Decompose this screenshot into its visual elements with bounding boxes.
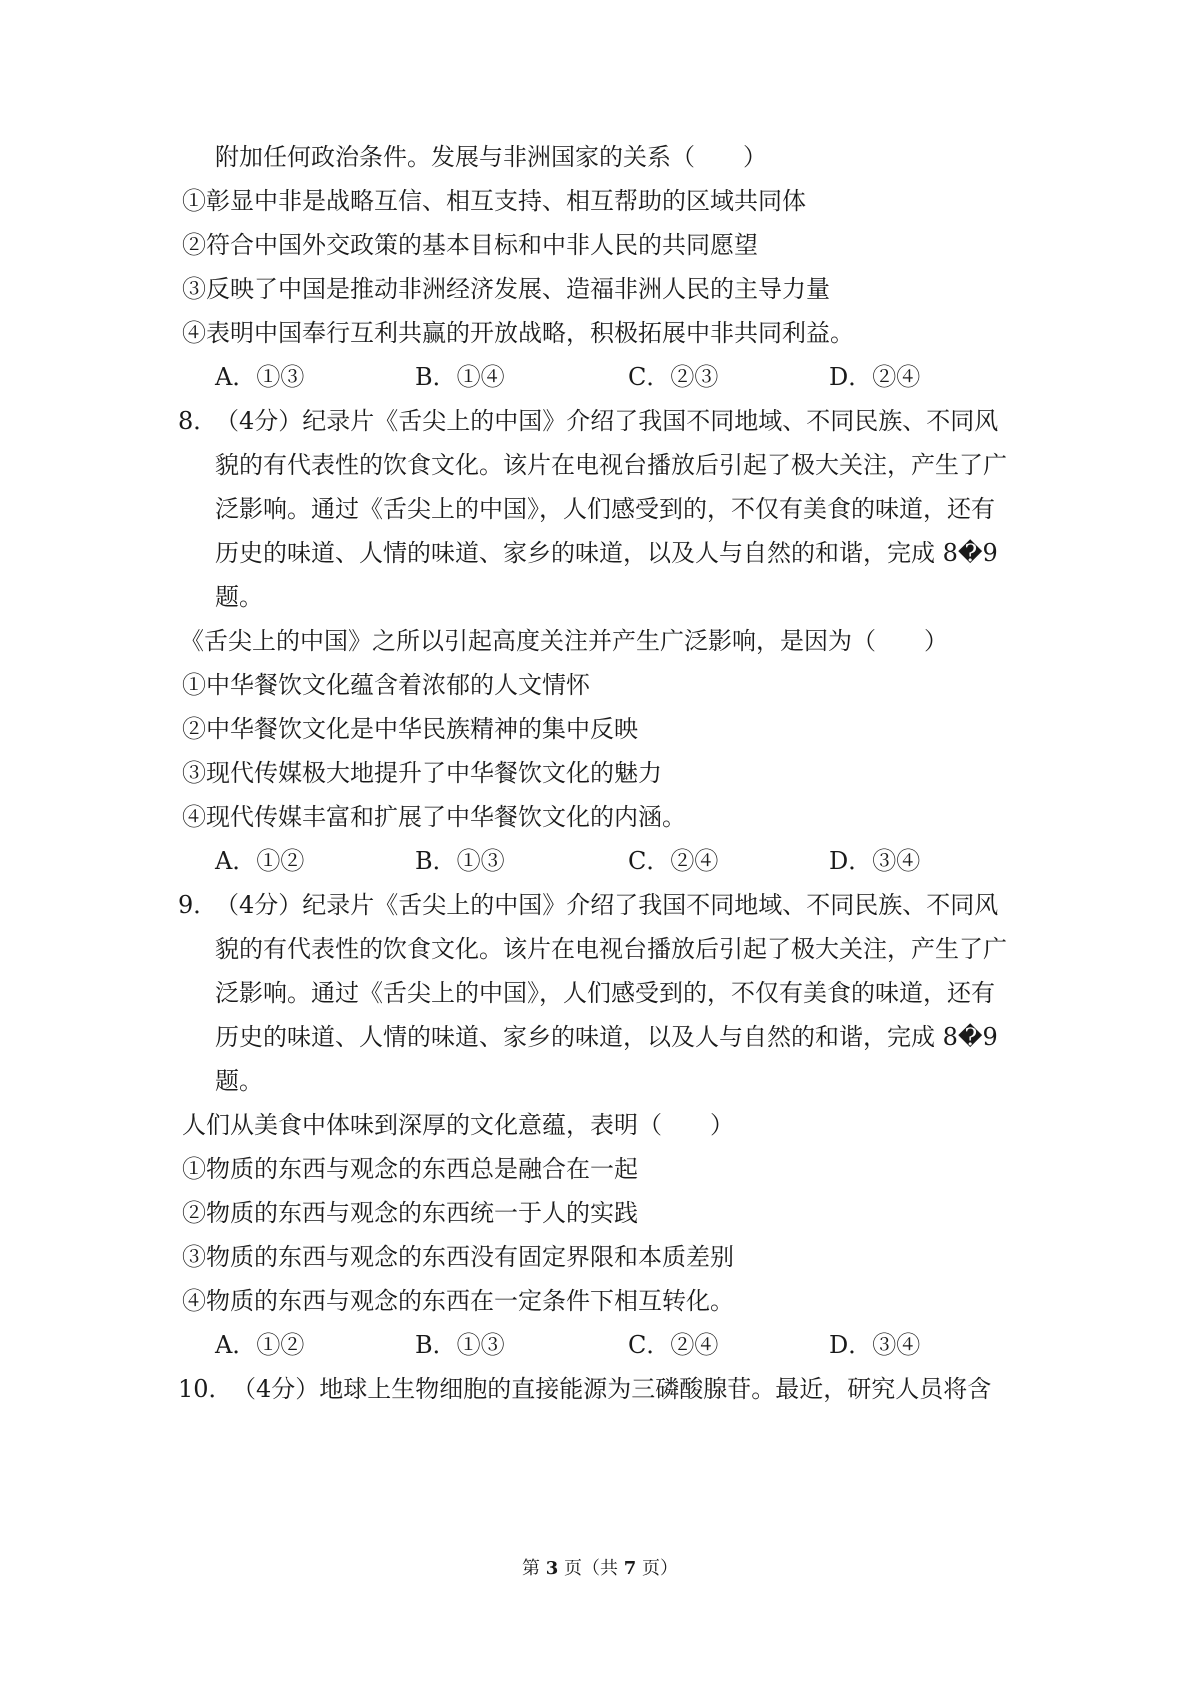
q9-option-a: A．①②	[215, 1331, 305, 1359]
q8-item-2: ②中华餐饮文化是中华民族精神的集中反映	[182, 715, 638, 743]
q8-option-c: C．②④	[628, 847, 719, 875]
footer-page-number: 3	[545, 1558, 559, 1579]
q9-option-b: B．①③	[415, 1331, 505, 1359]
q9-item-3: ③物质的东西与观念的东西没有固定界限和本质差别	[182, 1243, 734, 1271]
q7-item-2: ②符合中国外交政策的基本目标和中非人民的共同愿望	[182, 231, 758, 259]
q9-options	[215, 1330, 975, 1360]
q8-stem-line-5: 题。	[215, 583, 263, 611]
q9-item-1: ①物质的东西与观念的东西总是融合在一起	[182, 1155, 638, 1183]
q7-option-d: D．②④	[829, 363, 921, 391]
q9-item-2: ②物质的东西与观念的东西统一于人的实践	[182, 1199, 638, 1227]
q8-option-d: D．③④	[829, 847, 921, 875]
footer-suffix: 页）	[642, 1558, 678, 1579]
q8-stem-line-2: 貌的有代表性的饮食文化。该片在电视台播放后引起了极大关注，产生了广	[215, 451, 1007, 479]
q7-item-1: ①彰显中非是战略互信、相互支持、相互帮助的区域共同体	[182, 187, 806, 215]
q9-stem-line-1: （4分）纪录片《舌尖上的中国》介绍了我国不同地域、不同民族、不同风	[215, 891, 999, 919]
q8-question: 《舌尖上的中国》之所以引起高度关注并产生广泛影响，是因为（ ）	[180, 627, 948, 655]
footer-middle: 页（共	[564, 1558, 618, 1579]
q8-number: 8．	[178, 407, 218, 435]
q8-stem-line-3: 泛影响。通过《舌尖上的中国》，人们感受到的，不仅有美食的味道，还有	[215, 495, 995, 523]
q9-item-4: ④物质的东西与观念的东西在一定条件下相互转化。	[182, 1287, 734, 1315]
page-footer	[0, 1557, 1200, 1581]
q9-question: 人们从美食中体味到深厚的文化意蕴，表明（ ）	[182, 1111, 734, 1139]
q9-option-c: C．②④	[628, 1331, 719, 1359]
q9-number: 9．	[178, 891, 218, 919]
q9-stem-line-2: 貌的有代表性的饮食文化。该片在电视台播放后引起了极大关注，产生了广	[215, 935, 1007, 963]
q10-stem-line-1: （4分）地球上生物细胞的直接能源为三磷酸腺苷。最近，研究人员将含	[232, 1375, 992, 1403]
footer-prefix: 第	[522, 1558, 540, 1579]
q8-item-1: ①中华餐饮文化蕴含着浓郁的人文情怀	[182, 671, 590, 699]
q7-item-3: ③反映了中国是推动非洲经济发展、造福非洲人民的主导力量	[182, 275, 830, 303]
q10-number: 10．	[178, 1375, 233, 1403]
q7-option-b: B．①④	[415, 363, 505, 391]
q9-stem-line-3: 泛影响。通过《舌尖上的中国》，人们感受到的，不仅有美食的味道，还有	[215, 979, 995, 1007]
q9-stem-line-5: 题。	[215, 1067, 263, 1095]
q8-item-3: ③现代传媒极大地提升了中华餐饮文化的魅力	[182, 759, 662, 787]
q7-stem-tail: 附加任何政治条件。发展与非洲国家的关系（ ）	[215, 143, 767, 171]
q9-stem-line-4: 历史的味道、人情的味道、家乡的味道，以及人与自然的和谐，完成 8�9	[215, 1023, 998, 1051]
q8-option-b: B．①③	[415, 847, 505, 875]
q9-option-d: D．③④	[829, 1331, 921, 1359]
q8-options	[215, 846, 975, 876]
q7-option-a: A．①③	[215, 363, 305, 391]
q7-options	[215, 362, 975, 392]
q8-stem-line-1: （4分）纪录片《舌尖上的中国》介绍了我国不同地域、不同民族、不同风	[215, 407, 999, 435]
q7-option-c: C．②③	[628, 363, 719, 391]
q8-item-4: ④现代传媒丰富和扩展了中华餐饮文化的内涵。	[182, 803, 686, 831]
q8-stem-line-4: 历史的味道、人情的味道、家乡的味道，以及人与自然的和谐，完成 8�9	[215, 539, 998, 567]
footer-total-pages: 7	[623, 1558, 637, 1579]
q7-item-4: ④表明中国奉行互利共赢的开放战略，积极拓展中非共同利益。	[182, 319, 854, 347]
q8-option-a: A．①②	[215, 847, 305, 875]
